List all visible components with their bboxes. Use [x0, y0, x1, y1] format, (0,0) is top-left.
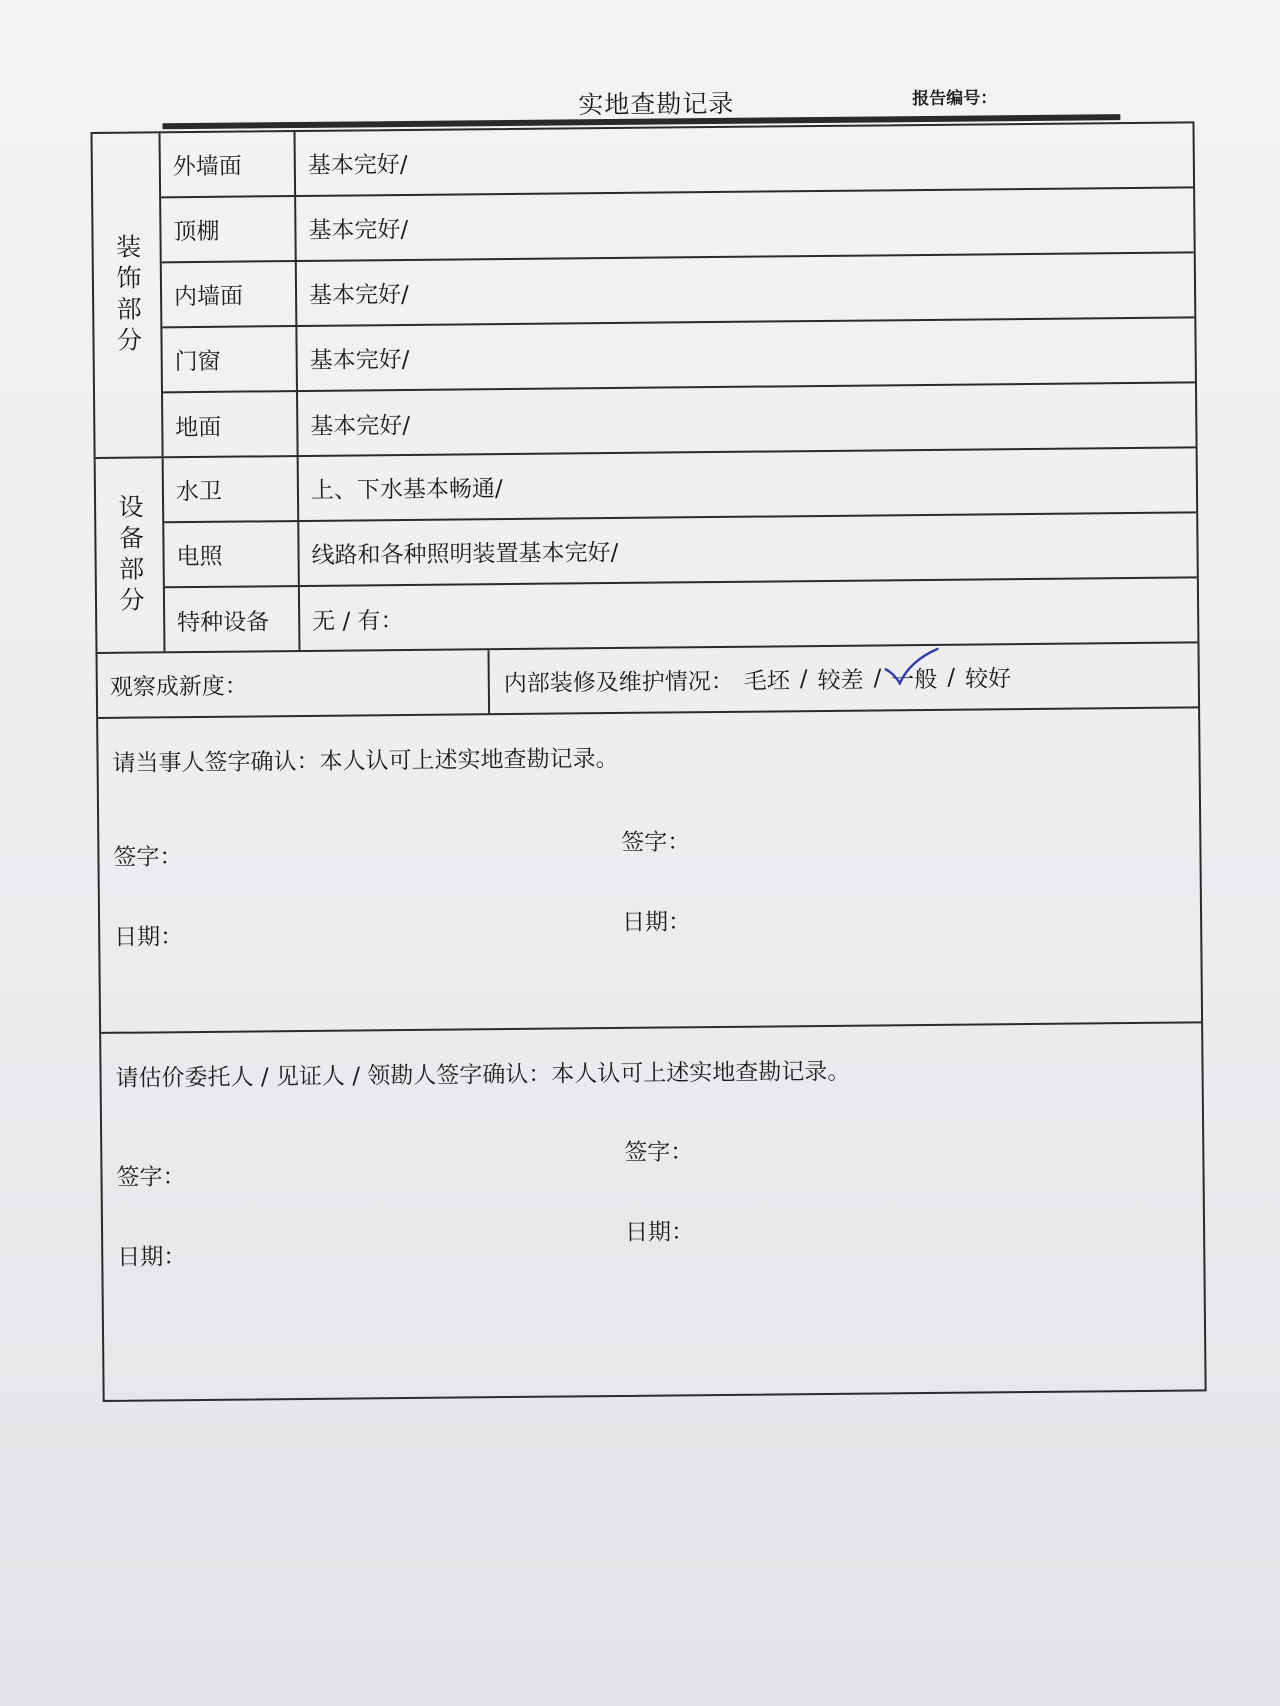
item-value: 基本完好/: [308, 216, 409, 244]
page-title: 实地查勘记录: [578, 88, 735, 120]
row-floor: [163, 383, 1196, 458]
party-date-label-left: 日期：: [114, 924, 184, 951]
record-table: [90, 121, 1206, 1402]
row-plumbing: [164, 448, 1197, 523]
item-value: 基本完好/: [310, 412, 411, 440]
survey-record-sheet: [90, 69, 1233, 1420]
decoration-condition: [489, 643, 1198, 713]
item-label: 特种设备: [165, 587, 301, 653]
option-separator: /: [947, 664, 956, 691]
option-poor: 较差: [817, 667, 864, 695]
option-average: 一般: [891, 666, 938, 694]
report-number-label: 报告编号：: [912, 88, 998, 110]
client-sign-label-left: 签字：: [116, 1164, 186, 1191]
condition-row: [98, 643, 1199, 719]
party-confirmation: [98, 708, 1201, 1034]
party-sign-label-left: 签字：: [113, 844, 183, 871]
client-date-label-right: 日期：: [624, 1219, 695, 1246]
row-lighting: [164, 513, 1197, 588]
decoration-group-label: 装饰部分: [93, 133, 164, 457]
client-confirm-statement: 请估价委托人 / 见证人 / 领勘人签字确认：本人认可上述实地查勘记录。: [115, 1058, 851, 1092]
decoration-condition-label: 内部装修及维护情况：: [503, 668, 734, 698]
row-exterior-wall: [161, 123, 1194, 198]
option-good: 较好: [964, 666, 1012, 693]
item-label: 水卫: [164, 457, 300, 521]
item-label: 门窗: [162, 327, 298, 391]
client-sign-label-right: 签字：: [624, 1139, 694, 1166]
equipment-group-label: 设备部分: [96, 458, 166, 652]
option-separator: /: [799, 665, 808, 692]
item-label: 顶棚: [161, 197, 297, 261]
item-value: 基本完好/: [309, 346, 410, 374]
equipment-section: [96, 448, 1198, 654]
item-value: 线路和各种照明装置基本完好/: [311, 539, 619, 569]
client-date-label-left: 日期：: [117, 1244, 187, 1271]
party-confirm-statement: 请当事人签字确认：本人认可上述实地查勘记录。: [112, 745, 619, 777]
item-label: 地面: [163, 392, 299, 458]
client-confirmation: [101, 1023, 1204, 1400]
row-doors-windows: [162, 318, 1195, 393]
item-value: 上、下水基本畅通/: [310, 476, 503, 504]
item-label: 电照: [164, 522, 300, 586]
item-value: 无 / 有：: [312, 608, 404, 635]
row-interior-wall: [162, 253, 1195, 328]
item-value: 基本完好/: [308, 281, 409, 309]
item-label: 内墙面: [162, 262, 298, 326]
decoration-section: [93, 123, 1196, 459]
row-special-equipment: [165, 578, 1198, 653]
option-average-wrap: [891, 661, 937, 694]
checkmark-icon: [881, 647, 941, 688]
party-sign-label-right: 签字：: [621, 829, 691, 856]
party-date-label-right: 日期：: [621, 909, 692, 936]
item-label: 外墙面: [161, 132, 297, 196]
item-value: 基本完好/: [307, 151, 408, 179]
option-rough: 毛坯: [743, 668, 790, 695]
row-ceiling: [161, 188, 1194, 263]
observed-newness-label: 观察成新度：: [98, 650, 491, 717]
option-separator: /: [873, 664, 882, 692]
